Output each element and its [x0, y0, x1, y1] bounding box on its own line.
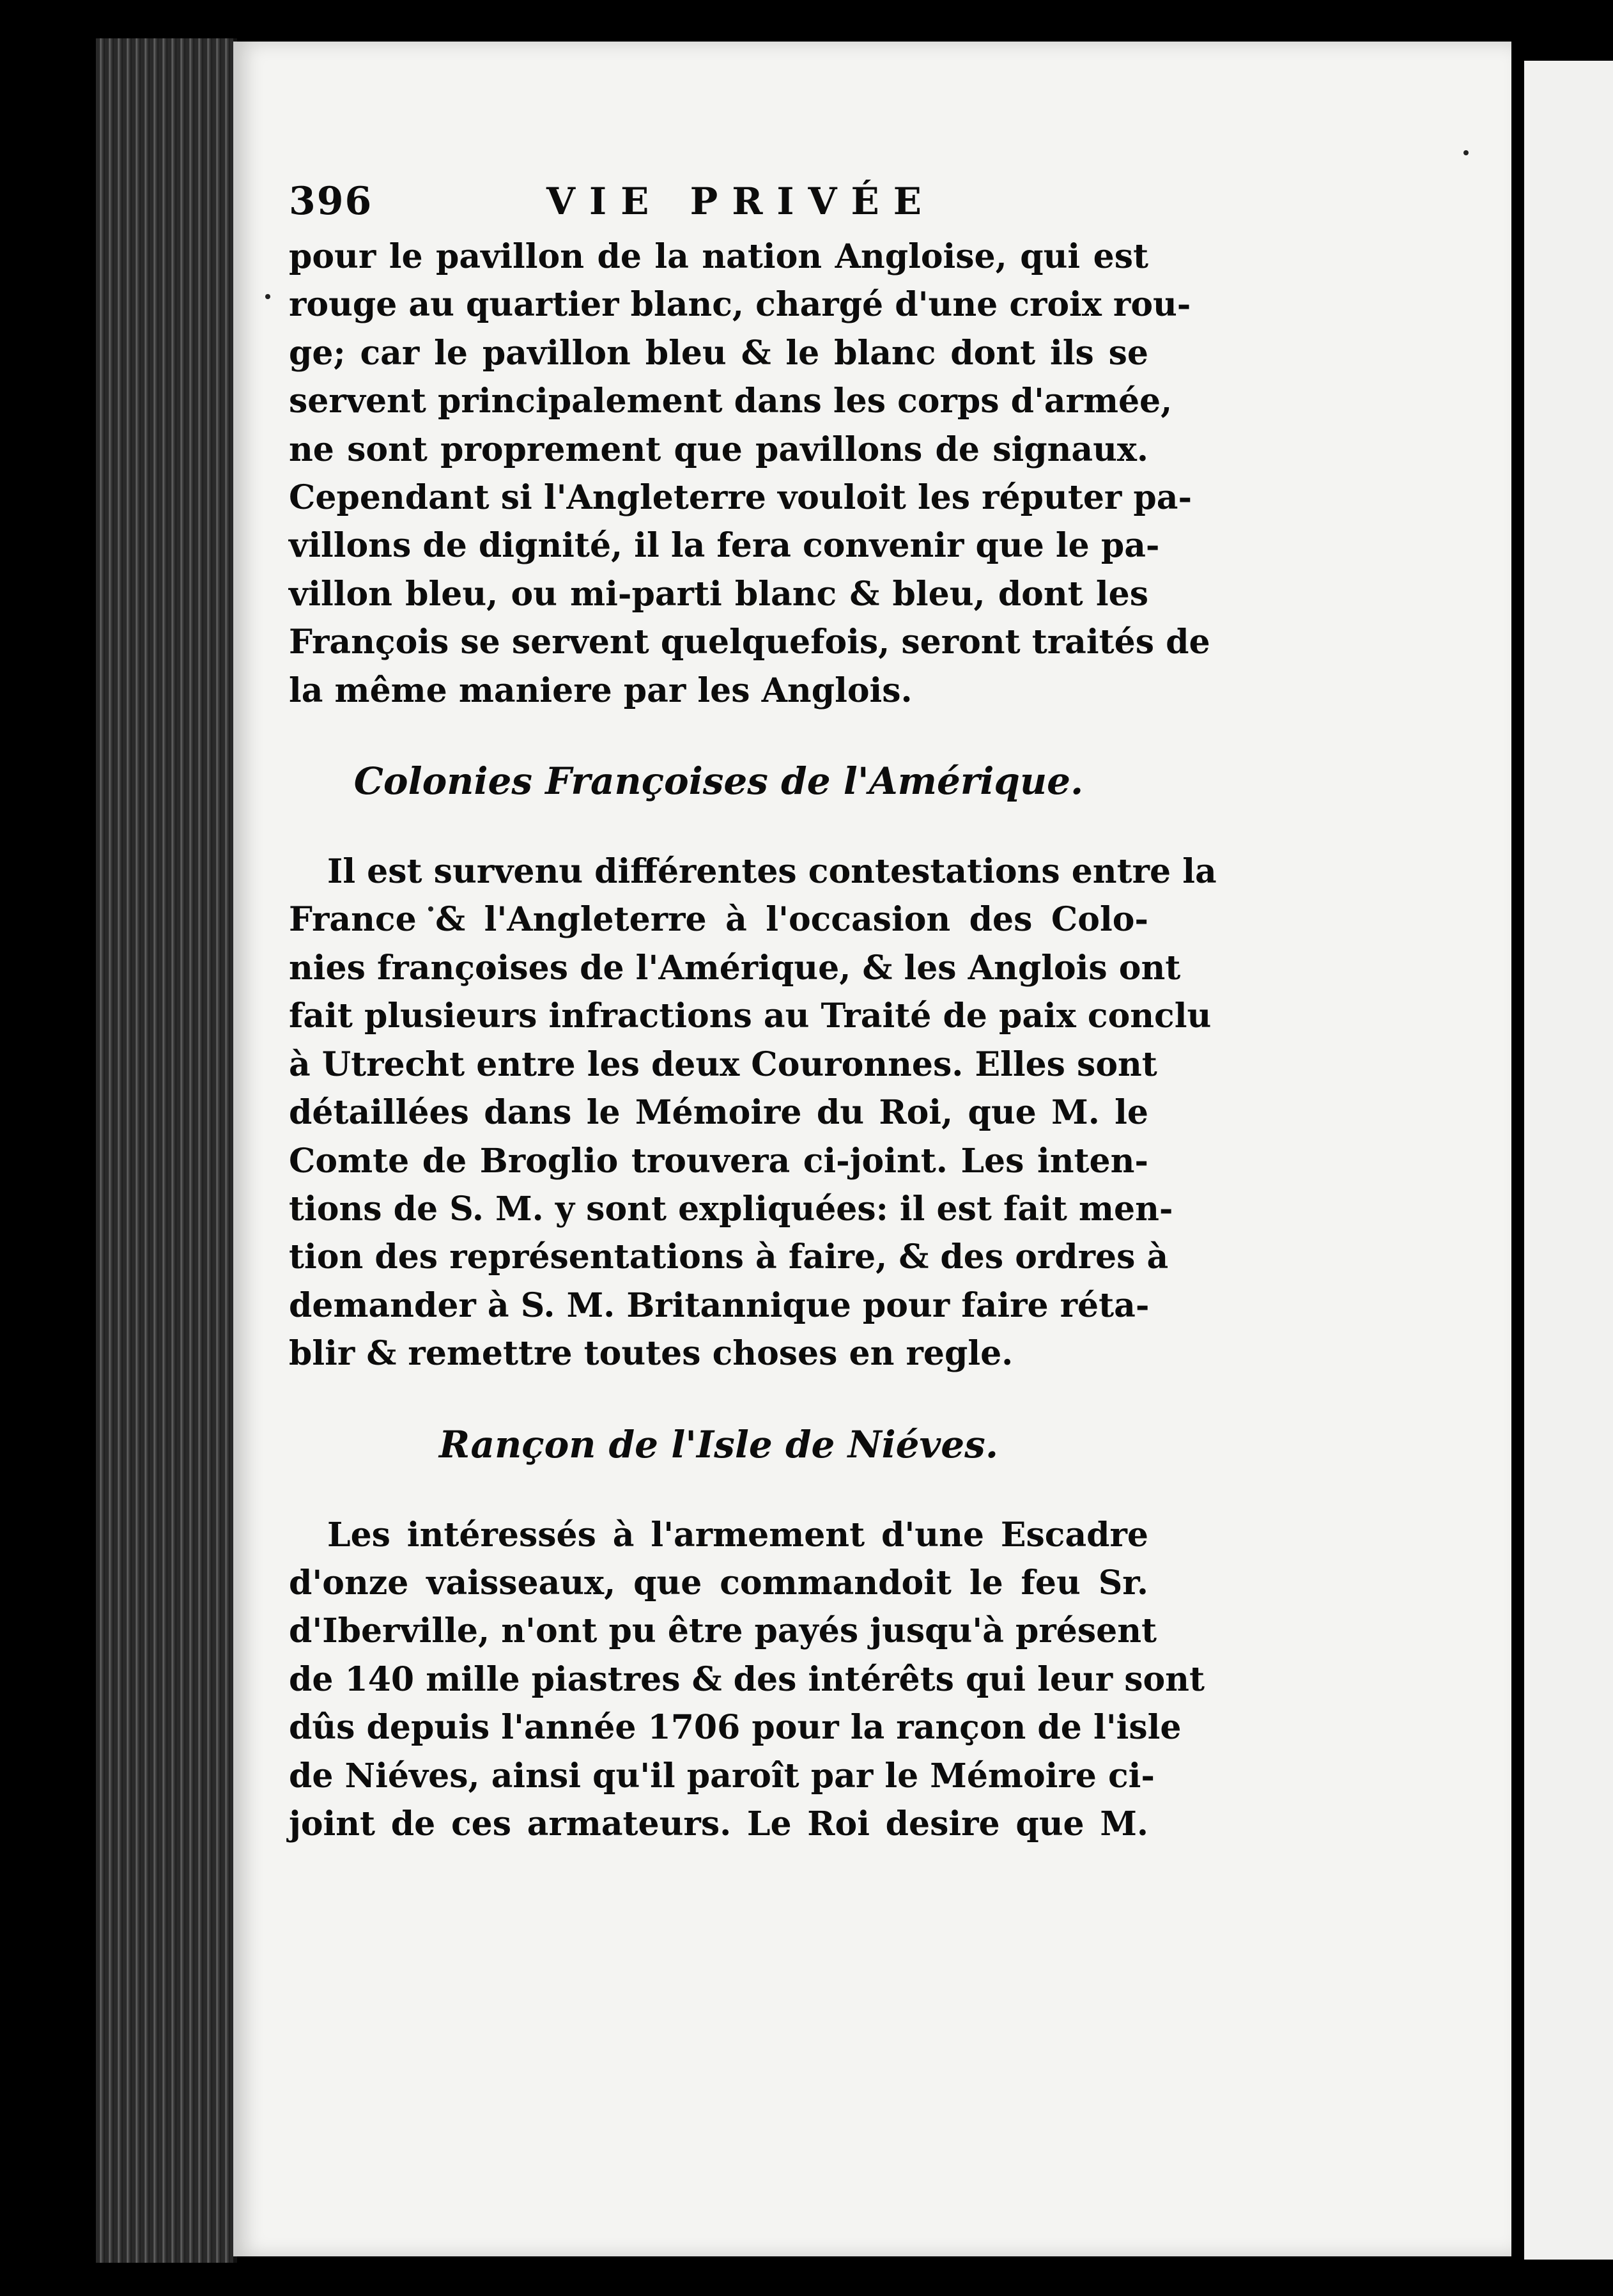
text-line: blir & remettre toutes choses en regle. — [289, 1334, 1014, 1374]
text-line: de 140 mille piastres & des intérêts qui leur sont — [289, 1659, 1205, 1699]
text-line: détaillées dans le Mémoire du Roi, que M. le — [289, 1093, 1148, 1133]
text-line: servent principalement dans les corps d'armée, — [289, 382, 1173, 421]
text-line: ne sont proprement que pavillons de signaux. — [289, 430, 1148, 469]
text-line: Il est survenu différentes contestations entre la — [327, 852, 1217, 892]
page-number: 396 — [289, 179, 373, 224]
text-line: pour le pavillon de la nation Angloise, qui est — [289, 237, 1148, 276]
text-line: tion des représentations à faire, & des ordres à — [289, 1237, 1169, 1277]
text-line: à Utrecht entre les deux Couronnes. Elles sont — [289, 1044, 1157, 1084]
page-text — [289, 179, 1217, 1848]
text-line: rouge au quartier blanc, chargé d'une croix rou- — [289, 285, 1191, 325]
text-line: villon bleu, ou mi-parti blanc & bleu, dont les — [289, 574, 1148, 614]
text-line: d'onze vaisseaux, que commandoit le feu Sr. — [289, 1563, 1148, 1602]
text-line: dûs depuis l'année 1706 pour la rançon de l'isle — [289, 1708, 1182, 1748]
text-line: joint de ces armateurs. Le Roi desire que M. — [289, 1804, 1148, 1843]
facing-page-edge — [1524, 61, 1613, 2260]
text-line: de Niéves, ainsi qu'il paroît par le Mémoire ci- — [289, 1756, 1155, 1796]
text-line: Comte de Broglio trouvera ci-joint. Les inten- — [289, 1141, 1148, 1181]
text-line: France & l'Angleterre à l'occasion des Colo- — [289, 900, 1148, 940]
page-header — [289, 179, 1148, 233]
text-line: d'Iberville, n'ont pu être payés jusqu'à présent — [289, 1611, 1157, 1651]
text-line: fait plusieurs infractions au Traité de paix conclu — [289, 997, 1212, 1036]
section-heading-colonies: Colonies Françoises de l'Amérique. — [353, 759, 1084, 803]
paragraph-2 — [289, 848, 1217, 1377]
section-heading-rancon: Rançon de l'Isle de Niéves. — [438, 1422, 999, 1466]
text-line: François se servent quelquefois, seront traités de — [289, 623, 1210, 662]
paragraph-1 — [289, 233, 1210, 715]
paper-speck — [1463, 150, 1469, 155]
text-line: ge; car le pavillon bleu & le blanc dont ils se — [289, 333, 1148, 373]
text-line: Cependant si l'Angleterre vouloit les réputer pa- — [289, 478, 1192, 518]
text-line: nies françoises de l'Amérique, & les Anglois ont — [289, 948, 1181, 988]
paper-speck — [265, 294, 270, 299]
text-line: Les intéressés à l'armement d'une Escadre — [327, 1515, 1148, 1555]
text-line: la même maniere par les Anglois. — [289, 671, 913, 710]
paragraph-3 — [289, 1511, 1205, 1849]
book-edge — [96, 38, 237, 2263]
text-line: villons de dignité, il la fera convenir que le pa- — [289, 526, 1160, 566]
running-head: VIE PRIVÉE — [546, 180, 936, 223]
text-line: tions de S. M. y sont expliquées: il est fait men- — [289, 1189, 1173, 1229]
text-line: demander à S. M. Britannique pour faire réta- — [289, 1285, 1150, 1325]
